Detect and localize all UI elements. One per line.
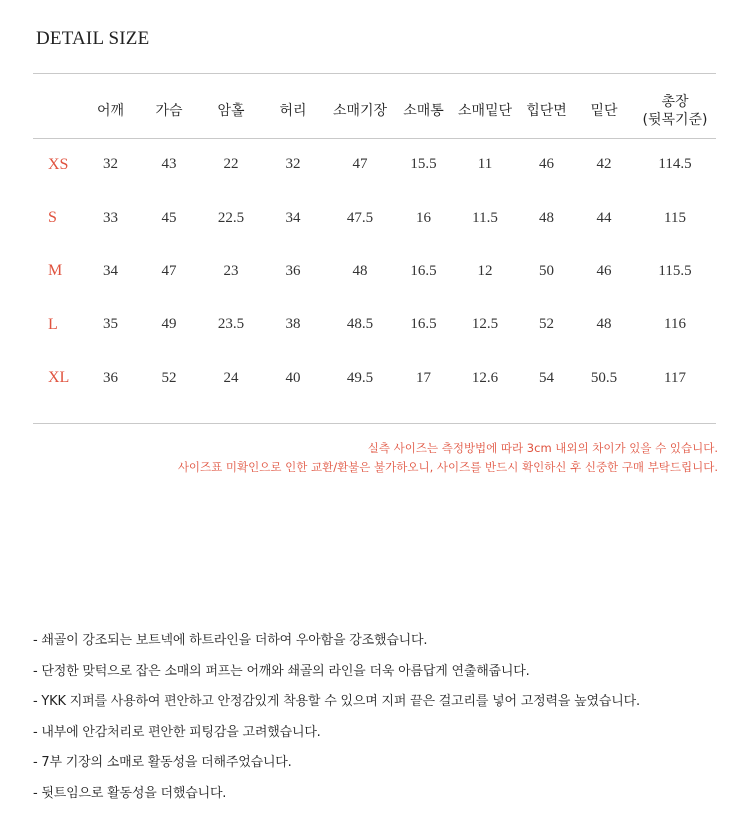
header-hip: 힙단면	[526, 103, 567, 119]
table-row	[33, 191, 716, 244]
table-cell: 48.5	[346, 316, 374, 333]
table-cell: 50	[539, 262, 554, 279]
table-row	[33, 138, 716, 191]
header-sleeve-hem: 소매밑단	[457, 103, 513, 119]
exchange-notice: 사이즈표 미확인으로 인한 교환/환불은 불가하오니, 사이즈를 반드시 확인하신 후 신중한 구매 부탁드립니다.	[177, 460, 718, 474]
table-cell: 36	[285, 262, 301, 279]
table-cell: 23.5	[217, 316, 245, 333]
table-cell: 34	[103, 262, 118, 279]
header-total-length: 총장 (뒷목기준)	[642, 94, 708, 128]
table-cell: 23	[223, 262, 239, 279]
table-cell: 15.5	[410, 156, 437, 173]
table-cell: 43	[161, 156, 177, 173]
header-chest: 가슴	[155, 103, 183, 119]
table-cell: 16.5	[410, 316, 437, 333]
table-cell: 12.6	[471, 369, 499, 386]
table-cell: 36	[103, 369, 118, 386]
table-cell: 24	[223, 369, 239, 386]
header-armhole: 암홀	[217, 103, 245, 119]
table-cell: 44	[596, 209, 612, 226]
feature-item: - 쇄골이 강조되는 보트넥에 하트라인을 더하여 우아함을 강조했습니다.	[33, 633, 428, 648]
table-cell: 35	[103, 316, 118, 333]
feature-item: - YKK 지퍼를 사용하여 편안하고 안정감있게 착용할 수 있으며 지퍼 끝은 걸고리를 넣어 고정력을 높였습니다.	[33, 694, 640, 709]
header-sleeve-width: 소매통	[403, 103, 444, 119]
table-cell: 17	[416, 369, 431, 386]
table-cell: 47	[352, 156, 368, 173]
page-title: DETAIL SIZE	[36, 28, 150, 49]
table-cell: 49.5	[346, 369, 374, 386]
corner-cell	[33, 84, 83, 138]
measurement-notice: 실측 사이즈는 측정방법에 따라 3cm 내외의 차이가 있을 수 있습니다.	[367, 441, 718, 455]
feature-item: - 단정한 맞턱으로 잡은 소매의 퍼프는 어깨와 쇄골의 라인을 더욱 아름답게 연출해줍니다.	[33, 663, 530, 679]
table-cell: 48	[596, 316, 612, 333]
table-cell: 47	[161, 262, 177, 279]
size-label: M	[48, 262, 63, 280]
table-row	[33, 298, 716, 351]
header-waist: 허리	[279, 103, 307, 119]
header-hem: 밑단	[590, 103, 618, 119]
table-cell: 48	[352, 262, 368, 279]
table-cell: 22	[223, 156, 239, 173]
table-row	[33, 245, 716, 298]
table-cell: 42	[596, 156, 612, 173]
table-cell: 116	[664, 316, 686, 333]
size-label: XL	[48, 369, 70, 387]
table-cell: 52	[539, 316, 554, 333]
table-cell: 54	[539, 369, 554, 386]
feature-item: - 내부에 안감처리로 편안한 피팅감을 고려했습니다.	[33, 724, 321, 740]
table-cell: 11	[477, 156, 493, 173]
top-divider	[33, 73, 716, 74]
table-cell: 11.5	[472, 209, 498, 226]
table-cell: 115	[664, 209, 686, 226]
table-cell: 47.5	[346, 209, 374, 226]
table-cell: 32	[103, 156, 118, 173]
size-label: XS	[48, 155, 69, 173]
table-cell: 117	[664, 369, 686, 386]
table-cell: 40	[285, 369, 301, 386]
table-cell: 52	[161, 369, 177, 386]
table-cell: 38	[285, 316, 301, 333]
table-cell: 49	[161, 316, 177, 333]
feature-item: - 7부 기장의 소매로 활동성을 더해주었습니다.	[33, 755, 292, 770]
table-cell: 12	[477, 262, 493, 279]
table-cell: 32	[285, 156, 301, 173]
table-cell: 45	[161, 209, 177, 226]
table-cell: 115.5	[658, 262, 692, 279]
table-cell: 46	[596, 262, 612, 279]
size-label: S	[48, 209, 57, 227]
size-table	[33, 84, 716, 405]
header-row	[33, 84, 716, 138]
table-cell: 114.5	[658, 156, 692, 173]
table-cell: 48	[539, 209, 554, 226]
table-cell: 16	[416, 209, 431, 226]
header-shoulder: 어깨	[96, 103, 125, 119]
feature-list	[33, 626, 640, 809]
feature-item: - 뒷트임으로 활동성을 더했습니다.	[33, 785, 227, 801]
header-sleeve-length: 소매기장	[332, 103, 388, 119]
table-cell: 22.5	[217, 209, 245, 226]
table-cell: 33	[103, 209, 118, 226]
table-cell: 50.5	[590, 369, 618, 386]
table-cell: 16.5	[410, 262, 437, 279]
table-cell: 46	[539, 156, 554, 173]
table-cell: 12.5	[471, 316, 499, 333]
bottom-divider	[33, 423, 716, 424]
size-label: L	[48, 315, 58, 333]
table-row	[33, 352, 716, 405]
table-cell: 34	[285, 209, 301, 226]
